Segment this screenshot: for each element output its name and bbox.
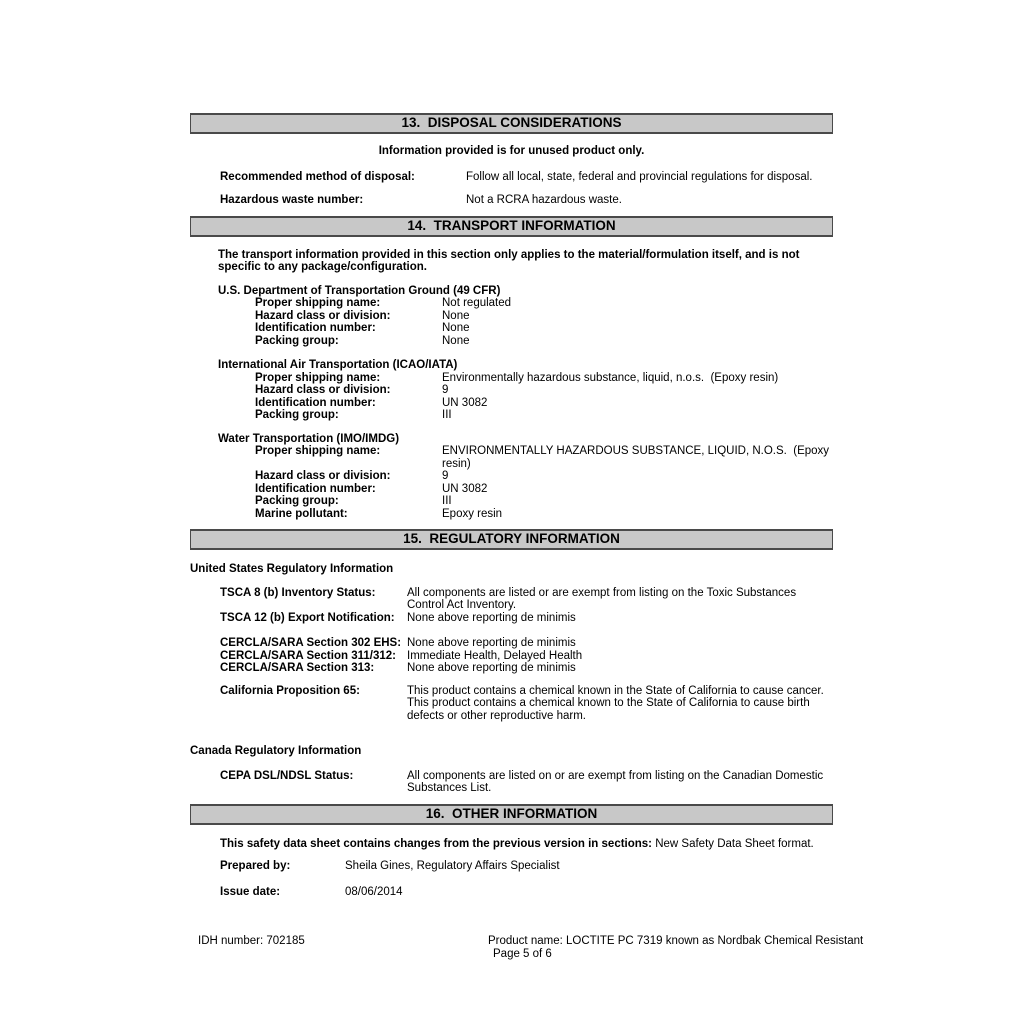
field-label: Proper shipping name: [255,371,381,384]
field-row [190,372,833,385]
field-row [190,495,833,508]
field-row-cercla-302 [190,637,833,650]
transport-group-dot [190,285,833,348]
field-value: ENVIRONMENTALLY HAZARDOUS SUBSTANCE, LIQUID, N.O.S. (Epoxy resin) [442,445,833,470]
field-value: 9 [442,470,449,482]
field-value: None [442,309,470,322]
transport-group-imo-imdg [190,433,833,521]
field-label: Proper shipping name: [255,445,381,457]
field-value: None [442,322,470,334]
field-label: Proper shipping name: [255,297,381,309]
field-value: All components are listed on or are exempt from listing on the Canadian Domestic Substances List. [407,769,827,794]
field-value: III [442,495,452,507]
field-row [190,409,833,422]
field-label: CERCLA/SARA Section 311/312: [220,649,396,662]
field-value: UN 3082 [442,396,488,409]
field-row [190,483,833,496]
field-label: Hazard class or division: [255,309,391,322]
field-label: CEPA DSL/NDSL Status: [220,769,354,782]
field-value: UN 3082 [442,482,488,495]
cepa-group [190,770,833,795]
field-row-issue-date [190,886,833,899]
field-value: Immediate Health, Delayed Health [407,649,583,662]
field-row-cepa [190,770,833,795]
field-label: Issue date: [220,885,281,898]
field-label: TSCA 8 (b) Inventory Status: [220,586,376,599]
california-prop65-group [190,685,833,723]
field-label: TSCA 12 (b) Export Notification: [220,611,395,624]
us-regulatory-heading: United States Regulatory Information [190,563,394,575]
field-label: Prepared by: [220,860,291,872]
field-row-cercla-313 [190,662,833,675]
transport-group-heading: U.S. Department of Transportation Ground (49 CFR) [218,284,501,297]
field-value: 9 [442,384,449,396]
section-14-header: 14. TRANSPORT INFORMATION [190,216,833,237]
field-row-hazardous-waste-number [190,194,833,207]
field-row [190,297,833,310]
field-value: Not regulated [442,297,512,309]
field-label: California Proposition 65: [220,684,360,697]
footer-idh-number: IDH number: 702185 [198,935,305,947]
field-label: Identification number: [255,322,376,334]
canada-regulatory-heading: Canada Regulatory Information [190,745,362,757]
field-value: This product contains a chemical known in the State of California to cause cancer. This product contains a chemical known to the State of California to cause birth defects or other reproductive harm. [407,684,827,722]
changes-label: This safety data sheet contains changes from the previous version in sections: [220,837,653,850]
cercla-group [190,637,833,675]
field-row-cercla-311-312 [190,650,833,663]
field-row [190,508,833,521]
field-value: III [442,409,452,421]
field-label: CERCLA/SARA Section 302 EHS: [220,637,402,649]
tsca-group [190,587,833,625]
footer-page-number: Page 5 of 6 [493,948,552,960]
field-label: Marine pollutant: [255,507,348,520]
field-row [190,397,833,410]
field-label: Identification number: [255,482,376,495]
field-label: Recommended method of disposal: [220,170,415,183]
section-13-header: 13. DISPOSAL CONSIDERATIONS [190,113,833,134]
field-label: Packing group: [255,495,339,507]
field-value: 08/06/2014 [345,885,403,898]
field-row-tsca-12b [190,612,833,625]
field-label: Identification number: [255,396,376,409]
field-value: Follow all local, state, federal and provincial regulations for disposal. [466,170,813,183]
field-row [190,470,833,483]
field-value: Sheila Gines, Regulatory Affairs Specialist [345,860,560,872]
section-13-note: Information provided is for unused product only. [378,145,645,157]
field-row [190,384,833,397]
document-page [190,0,833,898]
field-row-prepared-by [190,860,833,873]
field-label: Hazardous waste number: [220,194,364,206]
changes-statement [220,838,833,851]
section-14-note: The transport information provided in this section only applies to the material/formulation itself, and is not specific to any package/configuration. [218,248,800,273]
section-15-header: 15. REGULATORY INFORMATION [190,529,833,550]
transport-group-icao-iata [190,359,833,422]
field-row [190,335,833,348]
field-value: All components are listed or are exempt from listing on the Toxic Substances Control Act Inventory. [407,586,800,611]
field-value: None [442,334,470,347]
field-value: Environmentally hazardous substance, liquid, n.o.s. (Epoxy resin) [442,371,779,384]
field-value: Epoxy resin [442,507,503,520]
field-value: Not a RCRA hazardous waste. [466,194,622,206]
field-label: Packing group: [255,409,339,421]
field-row [190,445,833,470]
transport-group-heading: International Air Transportation (ICAO/IATA) [218,359,458,371]
field-label: Hazard class or division: [255,470,391,482]
field-label: Packing group: [255,334,339,347]
field-value: None above reporting de minimis [407,611,576,624]
field-value: None above reporting de minimis [407,637,576,649]
field-row-tsca-8b [190,587,833,612]
field-row-prop65 [190,685,833,723]
footer-product-name: Product name: LOCTITE PC 7319 known as Nordbak Chemical Resistant [488,935,864,947]
section-16-header: 16. OTHER INFORMATION [190,804,833,825]
field-row [190,310,833,323]
field-label: Hazard class or division: [255,384,391,396]
changes-value: New Safety Data Sheet format. [652,837,814,850]
field-label: CERCLA/SARA Section 313: [220,662,375,674]
transport-group-heading: Water Transportation (IMO/IMDG) [218,432,400,445]
field-row-disposal-method [190,171,833,184]
field-row [190,322,833,335]
field-value: None above reporting de minimis [407,662,576,674]
